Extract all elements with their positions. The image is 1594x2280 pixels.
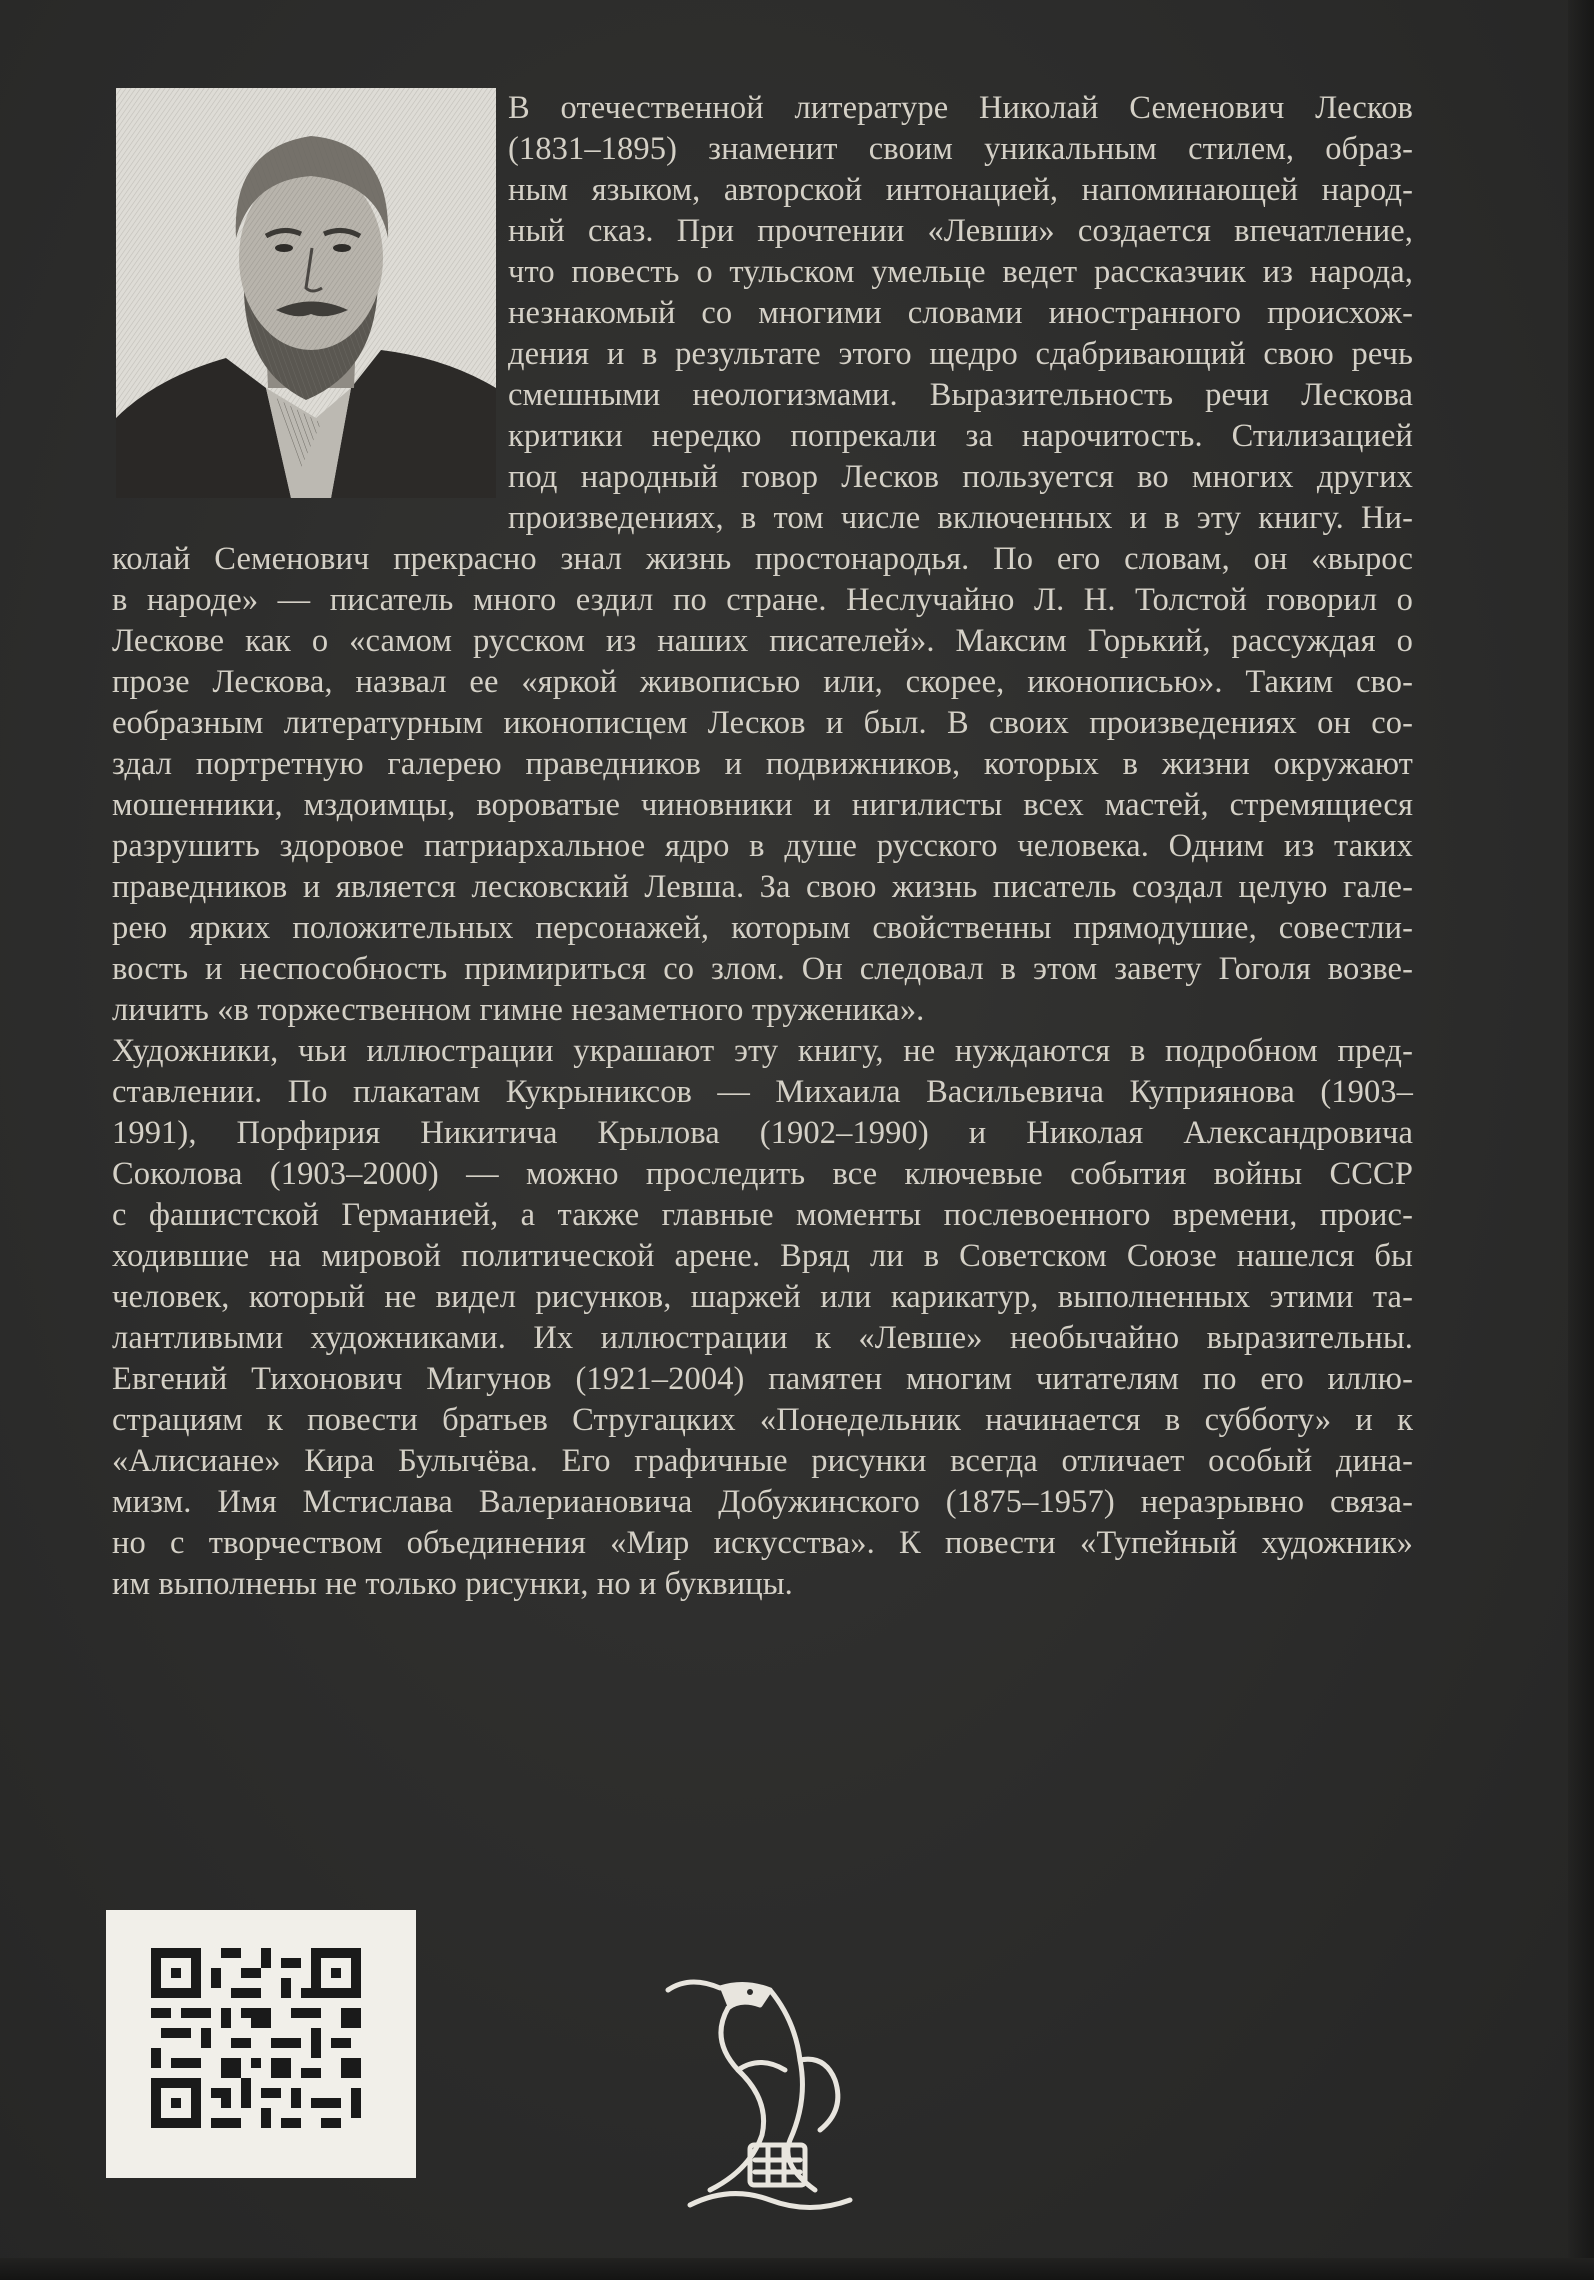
text-line: прозе Лескова, назвал ее «яркой живописью или, скорее, иконописью». Таким сво- (112, 664, 1413, 700)
text-line: Лескове как о «самом русском из наших писателей». Максим Горький, рассуждая о (112, 623, 1413, 659)
cover-edge (0, 2258, 1594, 2280)
text-line: смешными неологизмами. Выразительность речи Лескова (508, 377, 1413, 413)
text-line: Художники, чьи иллюстрации украшают эту книгу, не нуждаются в подробном пред- (112, 1033, 1413, 1069)
text-line: мизм. Имя Мстислава Валериановича Добужинского (1875–1957) неразрывно связа- (112, 1484, 1413, 1520)
text-line: лантливыми художниками. Их иллюстрации к «Левше» необычайно выразительны. (112, 1320, 1413, 1356)
portrait-engraving (116, 88, 496, 498)
text-line: с фашистской Германией, а также главные моменты послевоенного времени, проис- (112, 1197, 1413, 1233)
qr-code-icon (151, 1948, 371, 2138)
text-line: колай Семенович прекрасно знал жизнь простонародья. По его словам, он «вырос (112, 541, 1413, 577)
text-line: ходившие на мировой политической арене. Вряд ли в Советском Союзе нашелся бы (112, 1238, 1413, 1274)
text-line: разрушить здоровое патриархальное ядро в душе русского человека. Одним из таких (112, 828, 1413, 864)
text-line: праведников и является лесковский Левша. За свою жизнь писатель создал целую гале- (112, 869, 1413, 905)
text-beside-portrait (508, 88, 1413, 539)
text-line: в народе» — писатель много ездил по стране. Неслучайно Л. Н. Толстой говорил о (112, 582, 1413, 618)
text-line: Соколова (1903–2000) — можно проследить все ключевые события войны СССР (112, 1156, 1413, 1192)
publisher-logo (650, 1960, 880, 2220)
text-line: 1991), Порфирия Никитича Крылова (1902–1990) и Николая Александровича (112, 1115, 1413, 1151)
text-line: произведениях, в том числе включенных и в эту книгу. Ни- (508, 500, 1413, 536)
text-line: вость и неспособность примириться со злом. Он следовал в этом завету Гоголя возве- (112, 951, 1413, 987)
text-line: дения и в результате этого щедро сдабривающий свою речь (508, 336, 1413, 372)
text-line: здал портретную галерею праведников и подвижников, которых в жизни окружают (112, 746, 1413, 782)
text-line: незнакомый со многими словами иностранного происхож- (508, 295, 1413, 331)
text-line: Евгений Тихонович Мигунов (1921–2004) памятен многим читателям по его иллю- (112, 1361, 1413, 1397)
text-line: «Алисиане» Кира Булычёва. Его графичные рисунки всегда отличает особый дина- (112, 1443, 1413, 1479)
text-line: что повесть о тульском умельце ведет рассказчик из народа, (508, 254, 1413, 290)
text-line: но с творчеством объединения «Мир искусства». К повести «Тупейный художник» (112, 1525, 1413, 1561)
dragon-icon (650, 1960, 880, 2220)
text-line: ный сказ. При прочтении «Левши» создается впечатление, (508, 213, 1413, 249)
qr-code[interactable] (106, 1910, 416, 2178)
text-line: человек, который не видел рисунков, шаржей или карикатур, выполненных этими та- (112, 1279, 1413, 1315)
text-line: им выполнены не только рисунки, но и буквицы. (112, 1566, 793, 1602)
text-full-width (112, 539, 1413, 1605)
text-line: В отечественной литературе Николай Семенович Лесков (508, 90, 1413, 126)
text-line: страциям к повести братьев Стругацких «Понедельник начинается в субботу» и к (112, 1402, 1413, 1438)
text-line: критики нередко попрекали за нарочитость. Стилизацией (508, 418, 1413, 454)
text-line: рею ярких положительных персонажей, которым свойственны прямодушие, совестли- (112, 910, 1413, 946)
text-line: под народный говор Лесков пользуется во многих других (508, 459, 1413, 495)
cover-edge (1568, 0, 1594, 2280)
text-line: личить «в торжественном гимне незаметного труженика». (112, 992, 925, 1028)
text-line: еобразным литературным иконописцем Лесков и был. В своих произведениях он со- (112, 705, 1413, 741)
text-line: мошенники, мздоимцы, вороватые чиновники и нигилисты всех мастей, стремящиеся (112, 787, 1413, 823)
text-line: (1831–1895) знаменит своим уникальным стилем, образ- (508, 131, 1413, 167)
author-portrait (116, 88, 496, 498)
text-line: ставлении. По плакатам Кукрыниксов — Михаила Васильевича Куприянова (1903– (112, 1074, 1413, 1110)
text-line: ным языком, авторской интонацией, напоминающей народ- (508, 172, 1413, 208)
